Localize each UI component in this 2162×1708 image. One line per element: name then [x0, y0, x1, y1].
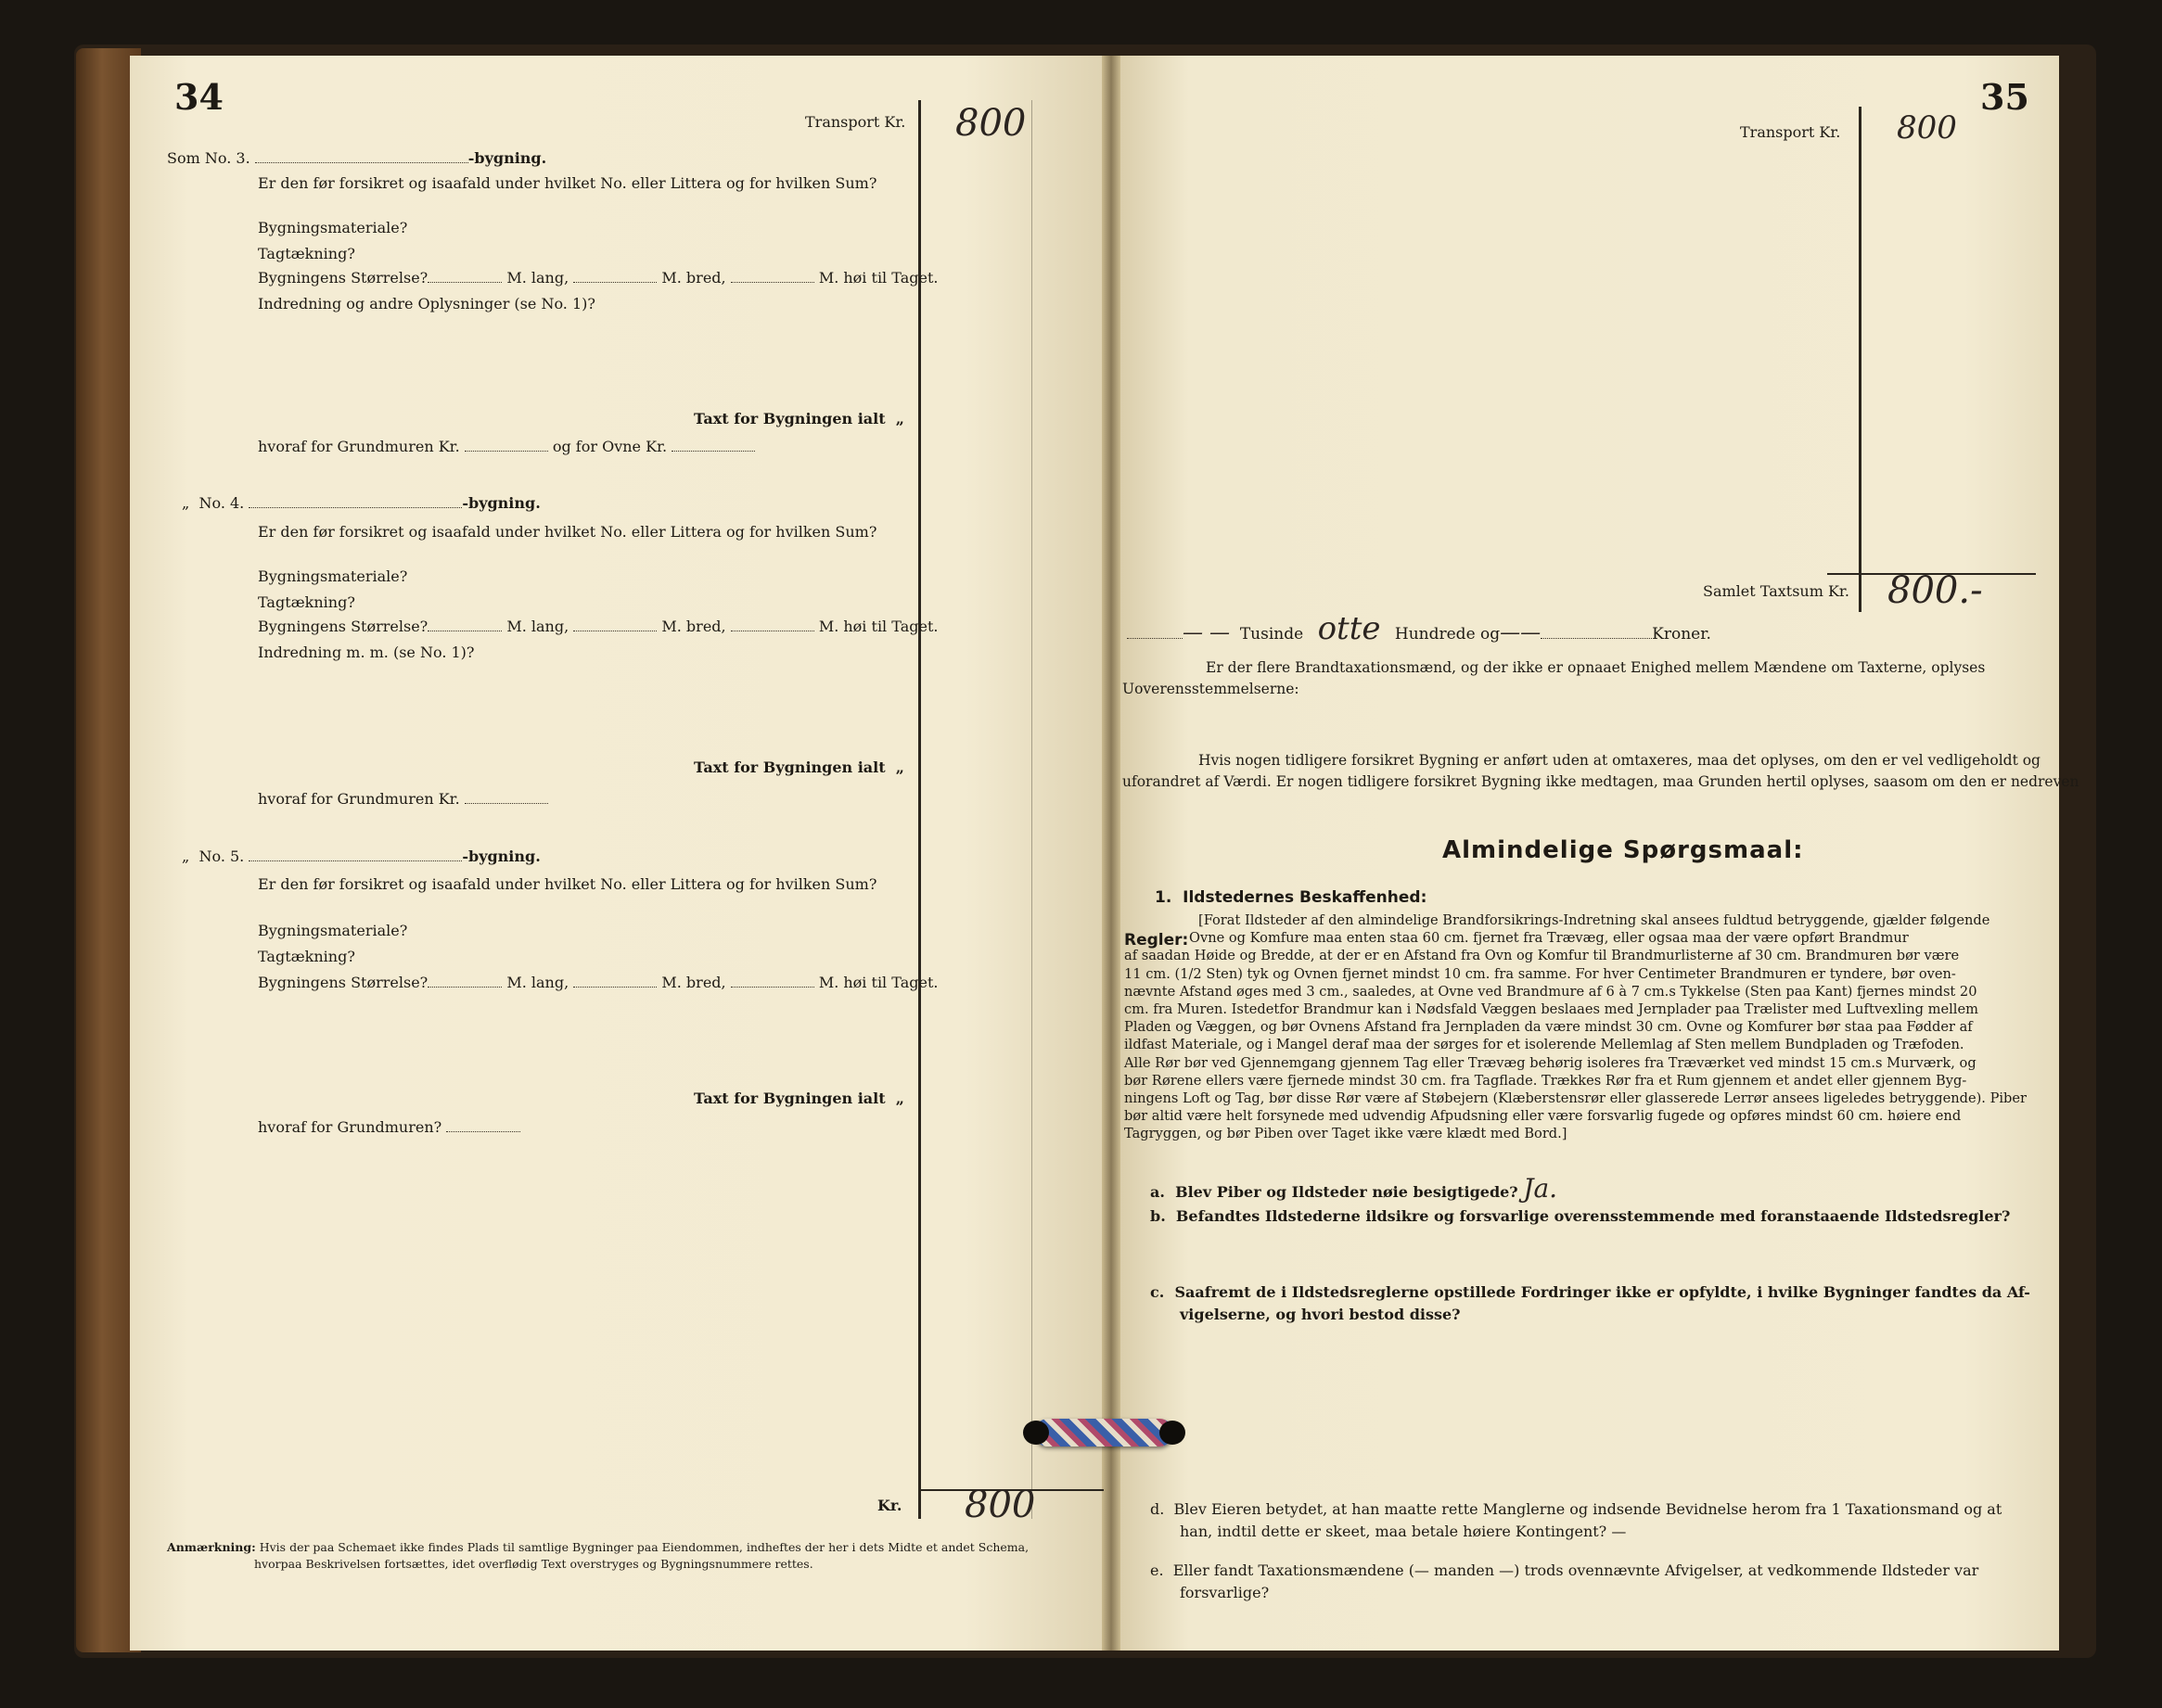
- building-4-label: „ No. 4. -bygning.: [182, 494, 541, 512]
- transport-value-handwritten: 800: [1897, 109, 1957, 147]
- rules-paragraph: [Forat Ildsteder af den almindelige Brandforsikrings-Indretning skal ansees fuldtud betryggende, gjælder følgende Ovne og Komfure maa enten staa 60 cm. fjernet fra Trævæg, eller ogsaa maa der være opført Brandmur af saadan Høide og Bredde, at der er en Afstand fra Ovn og Komfur til Brandmurlisterne af 30 cm. Brandmuren bør være 11 cm. (1/2 Sten) tyk og Ovnen fjernet mindst 10 cm. fra samme. For hver Centimeter Brandmuren er tyndere, bør oven- nævnte Afstand øges med 3 cm., saaledes, at Ovne ved Brandmure af 6 à 7 cm.s Tykkelse (Sten paa Kant) fjernes mindst 20 cm. fra Muren. Istedetfor Brandmur kan i Nødsfald Væggen beslaaes med Jernplader paa Trælister med Luftvexling mellem Pladen og Væggen, og bør Ovnens Afstand fra Jernpladen da være mindst 30 cm. Ovne og Komfurer bør staa paa Fødder af ildfast Materiale, og i Mangel deraf maa der sørges for et isolerende Mellemlag af Sten mellem Bundpladen og Træfoden. Alle Rør bør ved Gjennemgang gjennem Tag eller Trævæg behørig isoleres fra Træværket ved mindst 15 cm.s Murværk, og bør Rørene ellers være fjernede mindst 30 cm. fra Tagflade. Trækkes Rør fra et Rum gjennem et andet eller gjennem Byg- ningens Loft og Tag, bør disse Rør være af Støbejern (Klæberstensrør eller glasserede Lerrør ansees ligeledes betryggende). Piber bør altid være helt forsynede med udvendig Afpudsning eller være forsvarlig fugede og opføres mindst 60 cm. høiere end Tagryggen, og bør Piben over Taget ikke være klædt med Bord.]: [1124, 912, 2028, 1142]
- samlet-value-handwritten: 800.-: [1887, 569, 1983, 612]
- tax-total-label: Taxt for Bygningen ialt „: [694, 758, 904, 776]
- material-label: Bygningsmateriale?: [258, 219, 408, 236]
- roof-label: Tagtækning?: [258, 245, 355, 262]
- question-a: a. Blev Piber og Ildsteder nøie besigtigede? Ja.: [1150, 1173, 1558, 1204]
- ribbon-knot-left: [1023, 1421, 1049, 1445]
- hvis-text-2: uforandret af Værdi. Er nogen tidligere forsikret Bygning ikke medtagen, maa Grunden hertil oplyses, saasom om den er nedreven: [1122, 773, 2079, 790]
- page-number: 35: [1980, 76, 2029, 118]
- amount-column-edge: [1031, 100, 1032, 1519]
- question-e-2: forsvarlige?: [1180, 1584, 1270, 1601]
- sum-in-words-row: — — Tusinde otte Hundrede og—— Kroner.: [1127, 619, 1711, 644]
- transport-label: Transport Kr.: [1740, 123, 1841, 141]
- material-label: Bygningsmateriale?: [258, 922, 408, 939]
- tax-total-label: Taxt for Bygningen ialt „: [694, 410, 904, 427]
- grundmur-row: hvoraf for Grundmuren Kr.: [258, 790, 548, 809]
- regler-label: Regler:: [1124, 931, 1189, 950]
- interior-label: Indredning m. m. (se No. 1)?: [258, 644, 475, 661]
- book-gutter: [1102, 56, 1120, 1651]
- insurance-question: Er den før forsikret og isaafald under hvilket No. eller Littera og for hvilken Sum?: [258, 875, 877, 893]
- size-row: Bygningens Størrelse? M. lang, M. bred, M. høi til Taget.: [258, 269, 939, 287]
- roof-label: Tagtækning?: [258, 593, 355, 611]
- page-number: 34: [174, 76, 224, 118]
- insurance-question: Er den før forsikret og isaafald under hvilket No. eller Littera og for hvilken Sum?: [258, 174, 877, 192]
- question-b: b. Befandtes Ildstederne ildsikre og forsvarlige overensstemmende med foranstaaende Ildstedsregler?: [1150, 1207, 2011, 1225]
- total-value-handwritten: 800: [965, 1484, 1036, 1526]
- flere-text-2: Uoverensstemmelserne:: [1122, 681, 1299, 697]
- question-c: c. Saafremt de i Ildstedsreglerne opstillede Fordringer ikke er opfyldte, i hvilke Bygninger fandtes da Af-: [1150, 1283, 2030, 1301]
- size-row: Bygningens Størrelse? M. lang, M. bred, M. høi til Taget.: [258, 618, 939, 635]
- amount-column-line: [918, 100, 921, 1519]
- question-d-2: han, indtil dette er skeet, maa betale høiere Kontingent? —: [1180, 1523, 1627, 1540]
- section-heading: Almindelige Spørgsmaal:: [1442, 836, 1804, 864]
- question-1-title: 1. Ildstedernes Beskaffenhed:: [1155, 888, 1427, 907]
- question-c-2: vigelserne, og hvori bestod disse?: [1180, 1306, 1461, 1323]
- roof-label: Tagtækning?: [258, 948, 355, 965]
- som-no-label: Som No. 3. -bygning.: [167, 149, 547, 167]
- footnote: Anmærkning: Hvis der paa Schemaet ikke findes Plads til samtlige Bygninger paa Eiendommen, indheftes der her i dets Midte et andet Schema, hvorpaa Beskrivelsen fortsættes, idet overflødig Text overstryges og Bygningsnummere rettes.: [167, 1540, 1030, 1571]
- flere-text: Er der flere Brandtaxationsmænd, og der ikke er opnaaet Enighed mellem Mændene om Taxterne, oplyses: [1206, 659, 1986, 676]
- building-5-label: „ No. 5. -bygning.: [182, 848, 541, 865]
- grundmur-row: hvoraf for Grundmuren Kr. og for Ovne Kr.: [258, 438, 755, 456]
- material-label: Bygningsmateriale?: [258, 567, 408, 585]
- insurance-question: Er den før forsikret og isaafald under hvilket No. eller Littera og for hvilken Sum?: [258, 523, 877, 541]
- grundmur-row: hvoraf for Grundmuren?: [258, 1118, 520, 1137]
- ribbon-knot-right: [1159, 1421, 1185, 1445]
- interior-label: Indredning og andre Oplysninger (se No. 1)?: [258, 295, 595, 312]
- binding-ribbon: [1034, 1419, 1173, 1447]
- tax-total-label: Taxt for Bygningen ialt „: [694, 1090, 904, 1107]
- amount-column-line: [1859, 107, 1861, 612]
- samlet-label: Samlet Taxtsum Kr.: [1703, 582, 1849, 600]
- total-label: Kr.: [877, 1497, 902, 1514]
- size-row: Bygningens Størrelse? M. lang, M. bred, M. høi til Taget.: [258, 974, 939, 991]
- question-e: e. Eller fandt Taxationsmændene (— manden —) trods ovennævnte Afvigelser, at vedkommende Ildsteder var: [1150, 1561, 1979, 1579]
- hvis-text: Hvis nogen tidligere forsikret Bygning er anført uden at omtaxeres, maa det oplyses, om den er vel vedligeholdt og: [1198, 752, 2040, 769]
- question-d: d. Blev Eieren betydet, at han maatte rette Manglerne og indsende Bevidnelse herom fra 1 Taxationsmand og at: [1150, 1500, 2002, 1518]
- transport-value-handwritten: 800: [955, 102, 1027, 145]
- transport-label: Transport Kr.: [805, 113, 906, 131]
